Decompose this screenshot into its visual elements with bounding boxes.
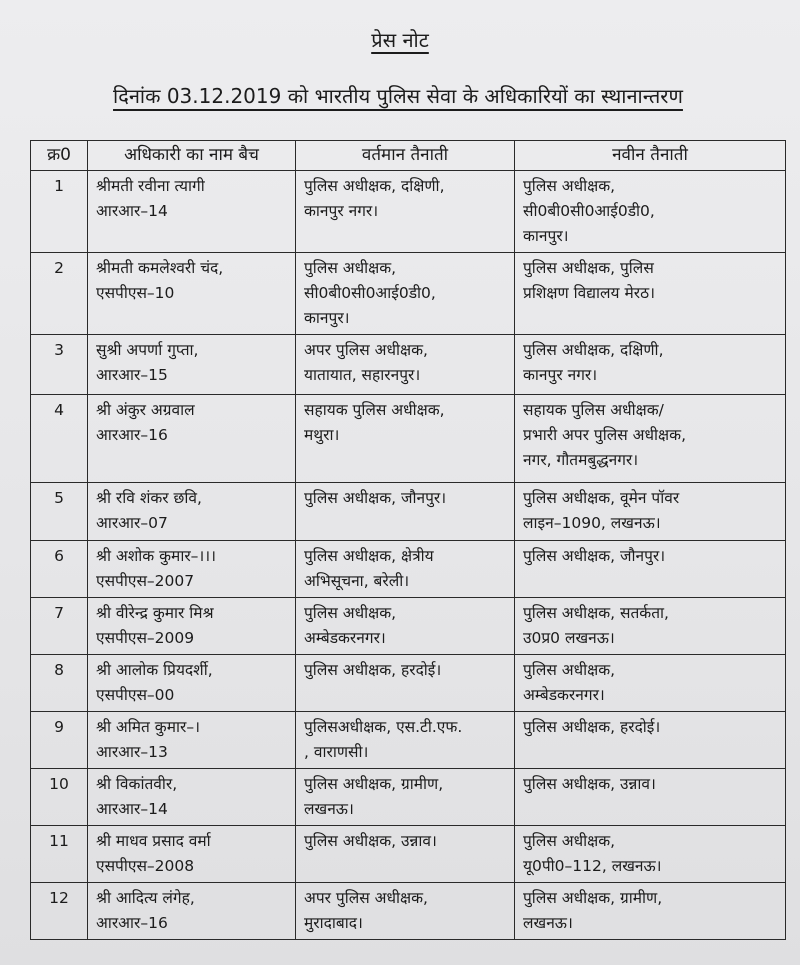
table-row	[31, 655, 786, 712]
officer-name-cell: श्री आदित्य लंगेह, आरआर–16	[88, 883, 296, 940]
table-row	[31, 598, 786, 655]
serial-number-cell: 6	[31, 541, 88, 598]
serial-number-cell: 11	[31, 826, 88, 883]
table-row	[31, 712, 786, 769]
new-posting-cell: पुलिस अधीक्षक, सतर्कता, उ0प्र0 लखनऊ।	[515, 598, 786, 655]
serial-number-cell: 3	[31, 335, 88, 395]
table-row	[31, 826, 786, 883]
new-posting-cell: पुलिस अधीक्षक, वूमेन पॉवर लाइन–1090, लखनऊ।	[515, 483, 786, 541]
serial-number-cell: 10	[31, 769, 88, 826]
officer-name-cell: सुश्री अपर्णा गुप्ता, आरआर–15	[88, 335, 296, 395]
new-posting-cell: पुलिस अधीक्षक, हरदोई।	[515, 712, 786, 769]
new-posting-cell: पुलिस अधीक्षक, ग्रामीण, लखनऊ।	[515, 883, 786, 940]
officer-name-cell: श्री अशोक कुमार–।।। एसपीएस–2007	[88, 541, 296, 598]
table-row	[31, 483, 786, 541]
current-posting-cell: अपर पुलिस अधीक्षक, यातायात, सहारनपुर।	[296, 335, 515, 395]
officer-name-cell: श्री अंकुर अग्रवाल आरआर–16	[88, 395, 296, 483]
column-header-new-posting: नवीन तैनाती	[515, 141, 786, 171]
new-posting-cell: पुलिस अधीक्षक, जौनपुर।	[515, 541, 786, 598]
serial-number-cell: 4	[31, 395, 88, 483]
current-posting-cell: पुलिस अधीक्षक, ग्रामीण, लखनऊ।	[296, 769, 515, 826]
current-posting-cell: पुलिस अधीक्षक, दक्षिणी, कानपुर नगर।	[296, 171, 515, 253]
current-posting-cell: पुलिसअधीक्षक, एस.टी.एफ. , वाराणसी।	[296, 712, 515, 769]
table-body	[31, 171, 786, 940]
table-row	[31, 395, 786, 483]
new-posting-cell: पुलिस अधीक्षक, अम्बेडकरनगर।	[515, 655, 786, 712]
current-posting-cell: पुलिस अधीक्षक, हरदोई।	[296, 655, 515, 712]
current-posting-cell: पुलिस अधीक्षक, जौनपुर।	[296, 483, 515, 541]
table-header-row	[31, 141, 786, 171]
column-header-sno: क्र0	[31, 141, 88, 171]
serial-number-cell: 2	[31, 253, 88, 335]
table-row	[31, 171, 786, 253]
column-header-officer-name: अधिकारी का नाम बैच	[88, 141, 296, 171]
serial-number-cell: 12	[31, 883, 88, 940]
serial-number-cell: 8	[31, 655, 88, 712]
serial-number-cell: 5	[31, 483, 88, 541]
officer-name-cell: श्रीमती कमलेश्वरी चंद, एसपीएस–10	[88, 253, 296, 335]
document-title: प्रेस नोट	[371, 28, 429, 52]
current-posting-cell: पुलिस अधीक्षक, उन्नाव।	[296, 826, 515, 883]
new-posting-cell: पुलिस अधीक्षक, पुलिस प्रशिक्षण विद्यालय मेरठ।	[515, 253, 786, 335]
table-row	[31, 253, 786, 335]
serial-number-cell: 7	[31, 598, 88, 655]
document-subtitle: दिनांक 03.12.2019 को भारतीय पुलिस सेवा के अधिकारियों का स्थानान्तरण	[113, 84, 683, 108]
new-posting-cell: पुलिस अधीक्षक, दक्षिणी, कानपुर नगर।	[515, 335, 786, 395]
officer-name-cell: श्री वीरेन्द्र कुमार मिश्र एसपीएस–2009	[88, 598, 296, 655]
serial-number-cell: 9	[31, 712, 88, 769]
officer-name-cell: श्री आलोक प्रियदर्शी, एसपीएस–00	[88, 655, 296, 712]
serial-number-cell: 1	[31, 171, 88, 253]
table-row	[31, 769, 786, 826]
table-row	[31, 883, 786, 940]
table-row	[31, 541, 786, 598]
transfer-table	[30, 140, 786, 940]
current-posting-cell: पुलिस अधीक्षक, अम्बेडकरनगर।	[296, 598, 515, 655]
table-row	[31, 335, 786, 395]
new-posting-cell: पुलिस अधीक्षक, सी0बी0सी0आई0डी0, कानपुर।	[515, 171, 786, 253]
current-posting-cell: सहायक पुलिस अधीक्षक, मथुरा।	[296, 395, 515, 483]
current-posting-cell: पुलिस अधीक्षक, सी0बी0सी0आई0डी0, कानपुर।	[296, 253, 515, 335]
column-header-current-posting: वर्तमान तैनाती	[296, 141, 515, 171]
officer-name-cell: श्री अमित कुमार–। आरआर–13	[88, 712, 296, 769]
officer-name-cell: श्री माधव प्रसाद वर्मा एसपीएस–2008	[88, 826, 296, 883]
officer-name-cell: श्रीमती रवीना त्यागी आरआर–14	[88, 171, 296, 253]
current-posting-cell: पुलिस अधीक्षक, क्षेत्रीय अभिसूचना, बरेली।	[296, 541, 515, 598]
new-posting-cell: सहायक पुलिस अधीक्षक/ प्रभारी अपर पुलिस अधीक्षक, नगर, गौतमबुद्धनगर।	[515, 395, 786, 483]
new-posting-cell: पुलिस अधीक्षक, यू0पी0–112, लखनऊ।	[515, 826, 786, 883]
officer-name-cell: श्री विकांतवीर, आरआर–14	[88, 769, 296, 826]
new-posting-cell: पुलिस अधीक्षक, उन्नाव।	[515, 769, 786, 826]
current-posting-cell: अपर पुलिस अधीक्षक, मुरादाबाद।	[296, 883, 515, 940]
officer-name-cell: श्री रवि शंकर छवि, आरआर–07	[88, 483, 296, 541]
